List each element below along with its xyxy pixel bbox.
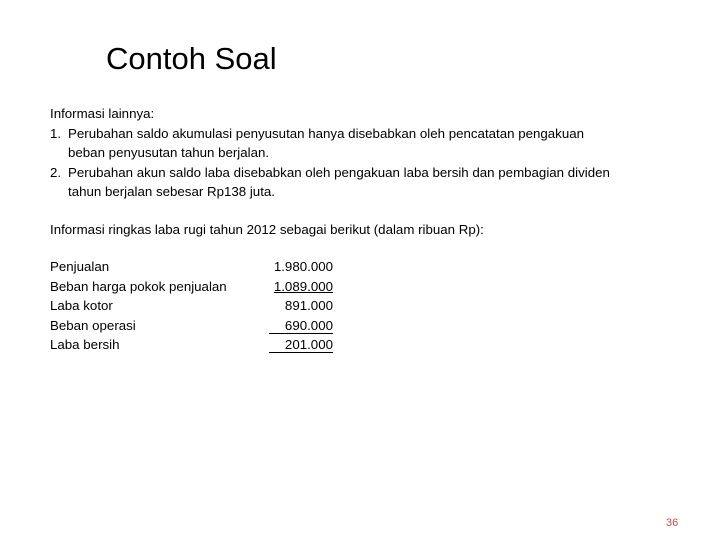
summary-heading: Informasi ringkas laba rugi tahun 2012 sebagai berikut (dalam ribuan Rp):: [50, 222, 484, 237]
row-label: Laba kotor: [50, 298, 113, 313]
row-label: Beban operasi: [50, 317, 136, 333]
list-item: [50, 124, 690, 163]
row-value: 1.089.000: [273, 278, 333, 294]
info-heading: Informasi lainnya:: [50, 106, 155, 121]
slide-title: Contoh Soal: [106, 41, 277, 76]
table-row: [50, 257, 333, 277]
row-label: Beban harga pokok penjualan: [50, 278, 227, 294]
row-value: 201.000: [265, 335, 333, 355]
row-value: 891.000: [284, 298, 333, 313]
list-item-number: 1.: [50, 125, 62, 141]
table-row: [50, 296, 333, 316]
row-label: Laba bersih: [50, 337, 120, 352]
list-item-text: Perubahan akun saldo laba disebabkan oleh pengakuan laba bersih dan pembagian dividen tahun berjalan sebesar Rp138 juta.: [68, 164, 610, 199]
list-item-text: Perubahan saldo akumulasi penyusutan hanya disebabkan oleh pencatatan pengakuan beban penyusutan tahun berjalan.: [68, 125, 585, 160]
page-number: 36: [666, 517, 679, 529]
list-item: [50, 163, 690, 202]
table-row: [50, 316, 333, 336]
income-statement: [50, 257, 333, 355]
row-label: Penjualan: [50, 259, 110, 274]
list-item-number: 2.: [50, 164, 62, 180]
info-section: [50, 104, 690, 202]
table-row: [50, 277, 333, 297]
table-row: [50, 335, 333, 355]
row-value: 1.980.000: [273, 259, 333, 274]
row-value: 690.000: [265, 316, 333, 336]
